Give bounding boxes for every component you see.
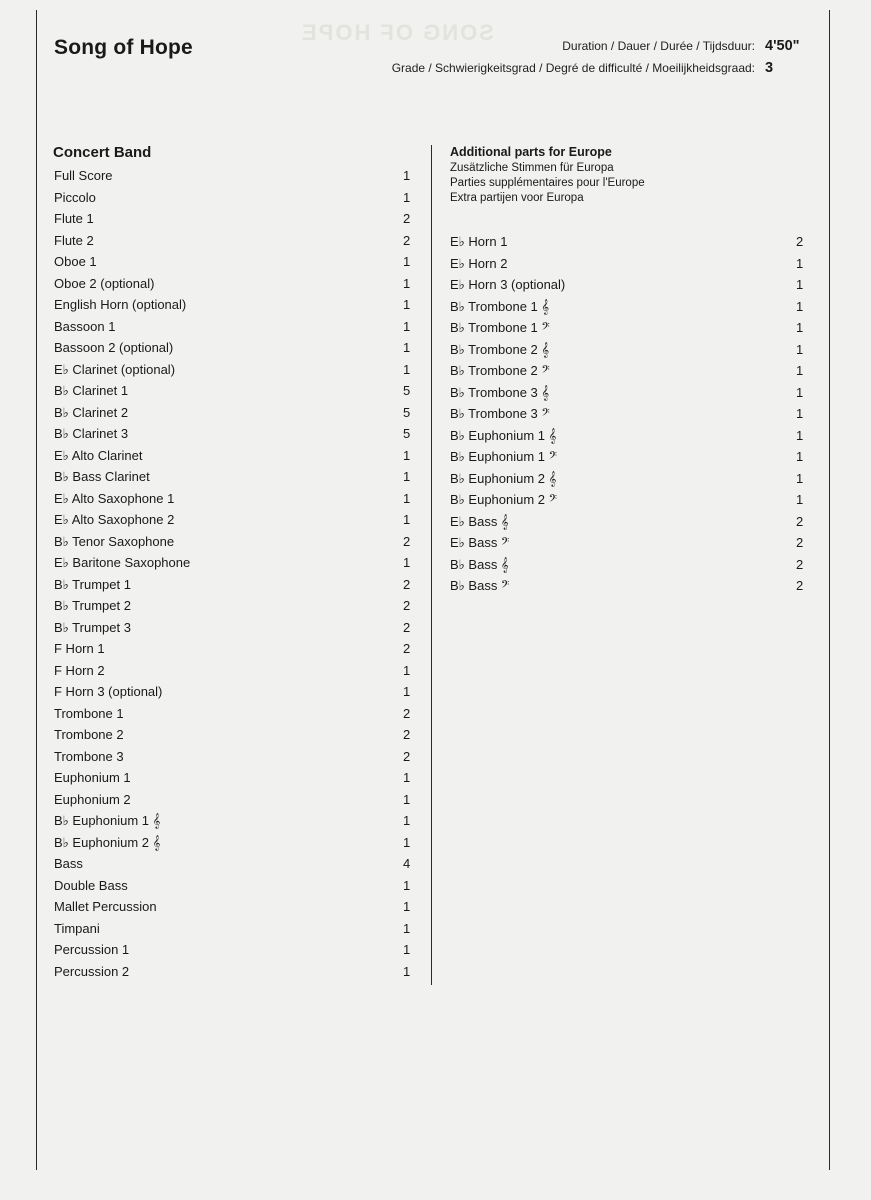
part-row <box>54 294 414 316</box>
part-name: Percussion 1 <box>54 942 130 957</box>
part-row <box>54 316 414 338</box>
part-quantity: 2 <box>796 556 804 572</box>
part-name: B♭ Euphonium 1 𝄞 <box>54 813 161 828</box>
part-row <box>54 810 414 832</box>
part-quantity: 1 <box>403 920 411 936</box>
duration-label: Duration / Dauer / Durée / Tijdsduur: <box>562 39 755 53</box>
part-row <box>54 359 414 381</box>
piece-title: Song of Hope <box>54 36 193 59</box>
part-row <box>54 466 414 488</box>
part-quantity: 2 <box>403 232 411 248</box>
part-name: E♭ Horn 3 (optional) <box>450 277 566 292</box>
part-row <box>54 208 414 230</box>
part-name: B♭ Bass 𝄢 <box>450 578 510 593</box>
europe-note-fr: Parties supplémentaires pour l'Europe <box>450 177 645 189</box>
part-name: E♭ Alto Saxophone 1 <box>54 490 175 506</box>
part-row <box>54 230 414 252</box>
part-row <box>54 574 414 596</box>
part-quantity: 1 <box>403 684 411 699</box>
part-name: B♭ Trombone 1 𝄞 <box>450 298 550 314</box>
part-quantity: 1 <box>403 469 411 484</box>
part-row <box>450 274 810 296</box>
part-row <box>54 638 414 660</box>
part-quantity: 1 <box>403 447 411 463</box>
part-name: B♭ Clarinet 2 <box>54 404 129 420</box>
part-name: Percussion 2 <box>54 963 130 979</box>
part-name: B♭ Clarinet 3 <box>54 426 129 441</box>
part-name: B♭ Trombone 1 𝄢 <box>450 320 550 335</box>
part-row <box>54 746 414 768</box>
part-row <box>54 617 414 639</box>
part-quantity: 1 <box>796 277 804 292</box>
part-quantity: 1 <box>403 189 411 205</box>
part-quantity: 1 <box>796 470 804 486</box>
part-quantity: 1 <box>796 320 804 335</box>
grade-label: Grade / Schwierigkeitsgrad / Degré de difficulté / Moeilijkheidsgraad: <box>391 61 755 75</box>
duration-row <box>562 38 813 54</box>
part-quantity: 1 <box>403 877 411 893</box>
left-margin-rule <box>36 10 37 1170</box>
part-quantity: 1 <box>796 341 804 357</box>
part-quantity: 1 <box>403 899 411 914</box>
part-row <box>450 554 810 576</box>
part-row <box>54 724 414 746</box>
concert-band-parts-list <box>54 165 414 982</box>
part-quantity: 2 <box>796 513 804 529</box>
part-quantity: 2 <box>403 705 411 721</box>
column-divider <box>431 145 432 985</box>
part-row <box>450 296 810 318</box>
part-quantity: 1 <box>796 492 804 507</box>
part-name: B♭ Euphonium 2 𝄢 <box>450 492 557 507</box>
part-quantity: 1 <box>403 254 411 269</box>
part-name: F Horn 2 <box>54 662 105 678</box>
part-quantity: 2 <box>403 727 411 742</box>
part-quantity: 2 <box>403 748 411 764</box>
part-row <box>54 380 414 402</box>
part-name: Bassoon 1 <box>54 318 116 334</box>
concert-band-heading: Concert Band <box>53 144 152 161</box>
part-row <box>54 187 414 209</box>
part-row <box>54 595 414 617</box>
part-name: B♭ Euphonium 1 𝄞 <box>450 427 557 443</box>
part-row <box>54 853 414 875</box>
europe-note-de: Zusätzliche Stimmen für Europa <box>450 162 614 174</box>
grade-row <box>392 60 813 76</box>
part-name: Full Score <box>54 168 113 183</box>
part-row <box>54 961 414 983</box>
part-quantity: 1 <box>796 384 804 400</box>
part-quantity: 1 <box>403 490 411 506</box>
part-row <box>450 425 810 447</box>
part-name: Timpani <box>54 920 100 936</box>
part-name: Oboe 2 (optional) <box>54 275 155 291</box>
part-name: F Horn 3 (optional) <box>54 684 163 699</box>
part-row <box>450 231 810 253</box>
part-name: B♭ Trumpet 1 <box>54 576 131 592</box>
part-quantity: 1 <box>403 361 411 377</box>
part-name: Mallet Percussion <box>54 899 157 914</box>
part-row <box>450 489 810 511</box>
part-quantity: 1 <box>796 427 804 443</box>
part-quantity: 2 <box>403 211 411 226</box>
part-row <box>54 531 414 553</box>
part-row <box>450 446 810 468</box>
part-row <box>54 939 414 961</box>
part-quantity: 1 <box>403 791 411 807</box>
part-row <box>450 253 810 275</box>
part-quantity: 2 <box>796 578 804 593</box>
part-name: B♭ Trumpet 2 <box>54 598 131 613</box>
part-quantity: 2 <box>403 576 411 592</box>
europe-heading: Additional parts for Europe <box>450 145 612 159</box>
part-name: B♭ Clarinet 1 <box>54 383 129 398</box>
part-name: English Horn (optional) <box>54 297 187 312</box>
europe-note-nl: Extra partijen voor Europa <box>450 192 584 204</box>
part-name: E♭ Baritone Saxophone <box>54 555 191 570</box>
duration-value: 4'50" <box>765 38 800 54</box>
part-name: B♭ Tenor Saxophone <box>54 533 175 549</box>
part-quantity: 1 <box>403 168 411 183</box>
part-quantity: 2 <box>403 533 411 549</box>
part-quantity: 1 <box>796 255 804 271</box>
part-row <box>450 382 810 404</box>
part-quantity: 2 <box>796 234 804 249</box>
part-quantity: 2 <box>403 641 411 656</box>
part-name: B♭ Trombone 2 𝄢 <box>450 363 550 378</box>
part-row <box>54 832 414 854</box>
part-row <box>54 660 414 682</box>
bleed-through-decoration: SONG OF HOPE <box>300 20 494 45</box>
right-margin-rule <box>829 10 830 1170</box>
part-name: Trombone 2 <box>54 727 124 742</box>
part-quantity: 1 <box>403 813 411 828</box>
part-row <box>450 360 810 382</box>
part-name: E♭ Bass 𝄢 <box>450 535 510 550</box>
part-row <box>450 532 810 554</box>
part-row <box>450 403 810 425</box>
part-row <box>54 509 414 531</box>
part-row <box>54 488 414 510</box>
part-row <box>54 402 414 424</box>
part-row <box>54 273 414 295</box>
part-quantity: 2 <box>403 598 411 613</box>
part-quantity: 1 <box>403 512 411 527</box>
part-name: B♭ Euphonium 1 𝄢 <box>450 449 557 464</box>
part-name: B♭ Euphonium 2 𝄞 <box>450 470 557 486</box>
part-name: B♭ Bass Clarinet <box>54 469 150 484</box>
part-name: E♭ Horn 1 <box>450 234 508 249</box>
part-name: Flute 2 <box>54 232 94 248</box>
part-quantity: 1 <box>403 963 411 979</box>
part-row <box>54 789 414 811</box>
part-row <box>54 875 414 897</box>
part-row <box>54 703 414 725</box>
part-quantity: 5 <box>403 426 411 441</box>
part-name: B♭ Bass 𝄞 <box>450 556 509 572</box>
part-quantity: 1 <box>796 363 804 378</box>
part-quantity: 1 <box>403 340 411 355</box>
part-row <box>54 251 414 273</box>
part-row <box>54 552 414 574</box>
part-quantity: 1 <box>403 297 411 312</box>
grade-value: 3 <box>765 60 774 76</box>
part-quantity: 1 <box>403 555 411 570</box>
part-row <box>54 681 414 703</box>
part-quantity: 2 <box>796 535 804 550</box>
part-row <box>54 423 414 445</box>
part-row <box>450 317 810 339</box>
part-name: B♭ Trombone 3 𝄢 <box>450 406 550 421</box>
part-quantity: 1 <box>403 318 411 334</box>
part-row <box>450 339 810 361</box>
part-name: B♭ Trombone 2 𝄞 <box>450 341 550 357</box>
part-quantity: 4 <box>403 856 411 871</box>
part-name: Oboe 1 <box>54 254 97 269</box>
part-quantity: 5 <box>403 404 411 420</box>
part-name: Flute 1 <box>54 211 94 226</box>
part-row <box>54 337 414 359</box>
part-name: F Horn 1 <box>54 641 105 656</box>
part-name: Trombone 3 <box>54 748 124 764</box>
part-name: Bass <box>54 856 83 871</box>
part-name: Euphonium 1 <box>54 770 131 785</box>
part-row <box>450 511 810 533</box>
part-quantity: 5 <box>403 383 411 398</box>
part-quantity: 1 <box>796 449 804 464</box>
part-row <box>54 918 414 940</box>
part-quantity: 2 <box>403 619 411 635</box>
part-name: Trombone 1 <box>54 705 124 721</box>
part-quantity: 1 <box>796 406 804 421</box>
part-name: E♭ Alto Saxophone 2 <box>54 512 175 527</box>
part-quantity: 1 <box>403 942 411 957</box>
part-name: B♭ Trumpet 3 <box>54 619 131 635</box>
part-name: E♭ Alto Clarinet <box>54 447 143 463</box>
part-quantity: 1 <box>403 275 411 291</box>
part-name: Bassoon 2 (optional) <box>54 340 174 355</box>
part-name: B♭ Trombone 3 𝄞 <box>450 384 550 400</box>
part-row <box>450 575 810 597</box>
part-name: Piccolo <box>54 189 96 205</box>
part-quantity: 1 <box>403 770 411 785</box>
part-name: B♭ Euphonium 2 𝄞 <box>54 834 161 850</box>
part-row <box>450 468 810 490</box>
part-quantity: 1 <box>403 662 411 678</box>
part-name: E♭ Clarinet (optional) <box>54 361 176 377</box>
part-row <box>54 896 414 918</box>
part-row <box>54 165 414 187</box>
part-row <box>54 445 414 467</box>
part-name: E♭ Horn 2 <box>450 255 508 271</box>
part-row <box>54 767 414 789</box>
part-name: E♭ Bass 𝄞 <box>450 513 509 529</box>
part-name: Double Bass <box>54 877 128 893</box>
part-name: Euphonium 2 <box>54 791 131 807</box>
europe-parts-list <box>450 231 810 597</box>
part-quantity: 1 <box>403 834 411 850</box>
part-quantity: 1 <box>796 298 804 314</box>
